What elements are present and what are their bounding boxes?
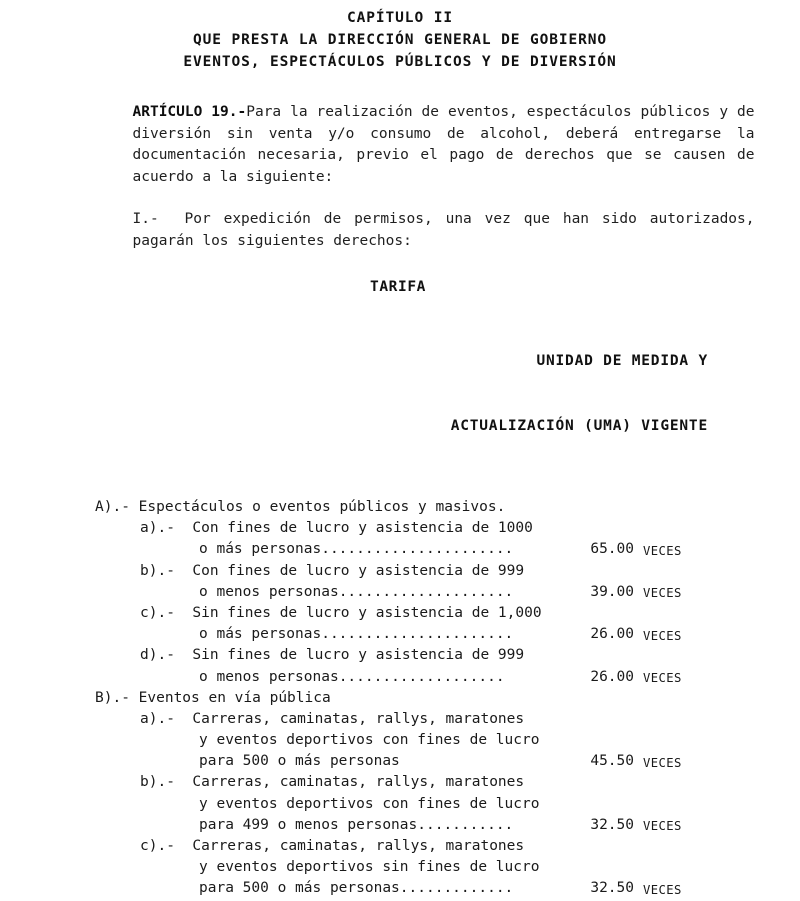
unit-header-line-2: ACTUALIZACIÓN (UMA) VIGENTE (450, 417, 708, 434)
tariff-dot-leader: .................... (338, 583, 514, 600)
chapter-subtitle-scope: EVENTOS, ESPECTÁCULOS PÚBLICOS Y DE DIVERSIÓN (183, 54, 617, 70)
tariff-item-row (87, 815, 727, 836)
article-text: Para la realización de eventos, espectáculos públicos y de diversión sin venta y/o consumo de alcohol, deberá entregarse la documentación necesaria, previo el pago de derechos que se causen de acuerdo a la siguiente: (132, 104, 755, 185)
tariff-item-unit: VECES (643, 586, 682, 601)
tariff-item-row (87, 878, 727, 899)
tariff-item-row (87, 709, 727, 730)
tariff-item-text: o menos personas (199, 583, 339, 600)
tariff-item-text: Con fines de lucro y asistencia de 1000 (192, 520, 533, 537)
tariff-item-text: y eventos deportivos con fines de lucro (199, 795, 540, 812)
tariff-item-row (87, 645, 727, 666)
tariff-item-text: para 500 o más personas (199, 753, 400, 770)
tariff-item-text: para 499 o menos personas (199, 816, 418, 833)
chapter-subtitle-authority: QUE PRESTA LA DIRECCIÓN GENERAL DE GOBIERNO (192, 32, 608, 48)
tariff-item-row (87, 624, 727, 645)
unit-header-line-1: UNIDAD DE MEDIDA Y (536, 353, 708, 369)
tariff-item-row (87, 582, 727, 603)
tariff-item-unit: VECES (643, 755, 682, 770)
tariff-item-row (87, 836, 727, 857)
tariff-item-gap (175, 774, 192, 790)
tariff-item-gap (175, 711, 192, 727)
tariff-item-label: b).- (140, 562, 175, 579)
tariff-item-label: a).- (140, 520, 175, 537)
tariff-item-row (87, 539, 727, 560)
tariff-item-text: o menos personas (199, 668, 339, 685)
tariff-item-text: Carreras, caminatas, rallys, maratones (192, 710, 525, 727)
tariff-item-gap (175, 838, 192, 854)
tariff-item-row (87, 730, 727, 751)
tariff-item-text: o más personas (199, 541, 322, 558)
tariff-item-unit: VECES (643, 671, 682, 685)
tariff-dot-leader: ................... (338, 668, 505, 685)
tariff-item-row (87, 772, 727, 793)
tariff-dot-leader: ...................... (321, 626, 514, 643)
tariff-item-value: 39.00 (590, 583, 634, 600)
tariff-item-gap (175, 520, 192, 536)
tariff-item-text: para 500 o más personas (199, 880, 400, 897)
tariff-dot-leader: ...................... (321, 541, 514, 558)
tariff-item-unit: VECES (643, 882, 682, 897)
tariff-section-label: B).- (95, 689, 130, 706)
tariff-item-label: c).- (140, 604, 175, 621)
tariff-item-label: a).- (140, 710, 175, 727)
tariff-item-label: b).- (140, 774, 175, 791)
chapter-title: CAPÍTULO II (347, 10, 453, 26)
tariff-item-value: 26.00 (590, 668, 634, 685)
tariff-item-value: 32.50 (590, 880, 634, 897)
fraction-gap (159, 211, 185, 227)
tariff-item-unit: VECES (643, 819, 682, 834)
tariff-dot-leader: ............. (399, 880, 514, 897)
tariff-item-row (87, 603, 727, 624)
unit-header (87, 308, 708, 480)
tariff-item-text: Sin fines de lucro y asistencia de 999 (192, 647, 525, 664)
tarifa-title: TARIFA (370, 279, 426, 295)
tariff-item-row (87, 561, 727, 582)
tariff-item-row (87, 857, 727, 878)
tariff-item-row (87, 667, 727, 688)
tariff-item-row (87, 518, 727, 539)
tariff-item-text: Con fines de lucro y asistencia de 999 (192, 562, 525, 579)
tariff-item-unit: VECES (643, 543, 682, 558)
tariff-item-row (87, 794, 727, 815)
tariff-item-row (87, 751, 727, 772)
article-label: ARTÍCULO 19.- (132, 104, 247, 120)
tariff-section-heading (87, 497, 727, 518)
tariff-section-title: Eventos en vía pública (138, 689, 331, 706)
body-column (46, 102, 755, 252)
tariff-section-label: A).- (95, 499, 130, 515)
tariff-item-gap (175, 605, 192, 621)
chapter-heading-block (0, 0, 800, 73)
fraction-paragraph (133, 209, 755, 252)
tariff-item-value: 32.50 (590, 816, 634, 833)
tariff-item-text: o más personas (199, 626, 322, 643)
tariff-item-label: c).- (140, 838, 175, 854)
tariff-item-text: Carreras, caminatas, rallys, maratones (192, 838, 525, 854)
article-paragraph (133, 102, 755, 188)
tariff-item-value: 45.50 (590, 753, 634, 770)
tariff-section-gap (130, 690, 139, 706)
tariff-item-text: y eventos deportivos con fines de lucro (199, 732, 540, 749)
tariff-item-value: 65.00 (590, 541, 634, 558)
tariff-section-heading (87, 688, 727, 709)
tariff-item-text: Sin fines de lucro y asistencia de 1,000 (192, 604, 542, 621)
tariff-item-unit: VECES (643, 628, 682, 643)
tariff-item-value: 26.00 (590, 626, 634, 643)
tariff-section-gap (130, 499, 139, 515)
tariff-item-text: Carreras, caminatas, rallys, maratones (192, 774, 525, 791)
tariff-list (87, 497, 727, 900)
fraction-text: Por expedición de permisos, una vez que han sido autorizados, pagarán los siguientes derechos: (132, 211, 755, 249)
tariff-item-gap (175, 647, 192, 663)
tariff-section-title: Espectáculos o eventos públicos y masivos. (138, 499, 506, 515)
tariff-item-text: y eventos deportivos sin fines de lucro (199, 859, 540, 876)
tariff-item-label: d).- (140, 647, 175, 664)
tariff-item-gap (175, 563, 192, 579)
tariff-dot-leader: ........... (417, 816, 514, 833)
fraction-number: I.- (132, 211, 159, 227)
